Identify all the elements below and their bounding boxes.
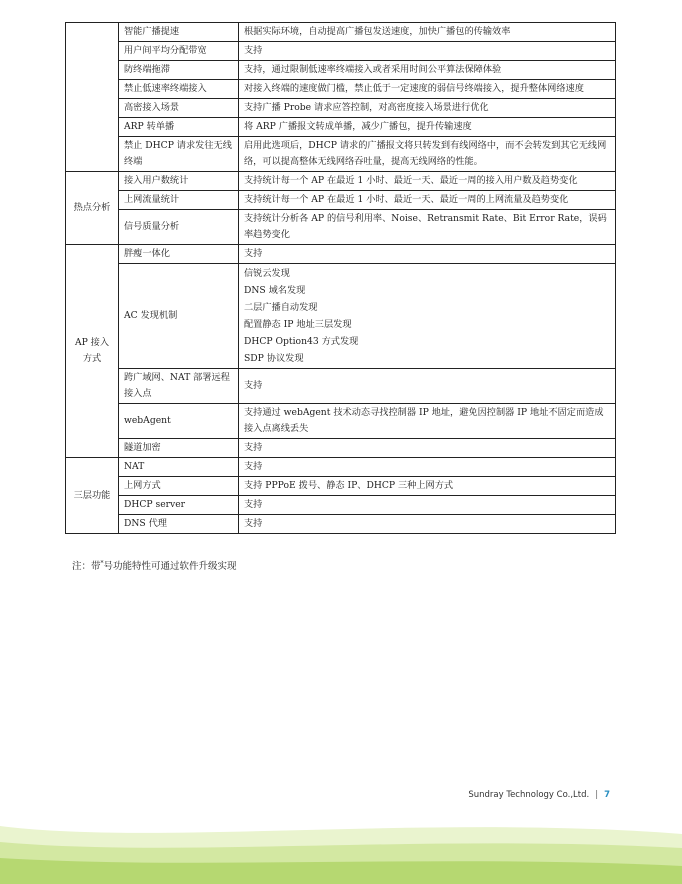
table-row [66,496,616,515]
table-row [66,99,616,118]
desc-cell: 启用此选项后，DHCP 请求的广播报文将只转发到有线网络中，而不会转发到其它无线网络，可以提高整体无线网络吞吐量，提高无线网络的性能。 [239,137,616,172]
feature-cell: DNS 代理 [119,515,239,534]
desc-cell: 将 ARP 广播报文转成单播，减少广播包，提升传输速度 [239,118,616,137]
desc-cell: 根据实际环境，自动提高广播包发送速度，加快广播包的传输效率 [239,23,616,42]
table-row [66,191,616,210]
list-item: DHCP Option43 方式发现 [244,336,359,347]
feature-cell: 信号质量分析 [119,210,239,245]
page-number: 7 [604,790,610,800]
desc-cell: 支持，通过限制低速率终端接入或者采用时间公平算法保障体验 [239,61,616,80]
desc-cell: 支持统计每一个 AP 在最近 1 小时、最近一天、最近一周的上网流量及趋势变化 [239,191,616,210]
desc-cell: 支持 PPPoE 拨号、静态 IP、DHCP 三种上网方式 [239,477,616,496]
desc-cell: 支持统计分析各 AP 的信号利用率、Noise、Retransmit Rate、Bit Error Rate，误码率趋势变化 [239,210,616,245]
desc-cell: 支持 [239,42,616,61]
desc-cell: 支持统计每一个 AP 在最近 1 小时、最近一天、最近一周的接入用户数及趋势变化 [239,172,616,191]
feature-cell: DHCP server [119,496,239,515]
feature-cell: 用户间平均分配带宽 [119,42,239,61]
list-item: DNS 域名发现 [244,285,306,296]
feature-cell: 接入用户数统计 [119,172,239,191]
table-row [66,23,616,42]
feature-cell: 高密接入场景 [119,99,239,118]
table-row [66,477,616,496]
category-cell-continued [66,23,119,172]
company-name: Sundray Technology Co.,Ltd. [468,790,590,800]
table-row [66,137,616,172]
table-row [66,118,616,137]
table-row [66,61,616,80]
table-row [66,458,616,477]
feature-cell: 智能广播提速 [119,23,239,42]
footer-separator: | [595,790,599,800]
list-item: 二层广播自动发现 [244,302,318,313]
desc-cell: 支持 [239,369,616,404]
feature-cell: AC 发现机制 [119,264,239,369]
table-row [66,515,616,534]
asterisk-mark: * [100,559,104,567]
table-row [66,42,616,61]
footer-wave-decoration [0,812,682,884]
table-row [66,172,616,191]
feature-cell: ARP 转单播 [119,118,239,137]
feature-cell: 禁止低速率终端接入 [119,80,239,99]
desc-cell: 支持通过 webAgent 技术动态寻找控制器 IP 地址，避免因控制器 IP 地址不固定而造成接入点离线丢失 [239,404,616,439]
list-item: SDP 协议发现 [244,353,304,364]
desc-cell: 支持 [239,439,616,458]
desc-cell: 对接入终端的速度做门槛，禁止低于一定速度的弱信号终端接入，提升整体网络速度 [239,80,616,99]
feature-cell: NAT [119,458,239,477]
ac-discovery-list [239,264,616,369]
table-row [66,80,616,99]
category-cell-ap-access: AP 接入方式 [66,245,119,458]
table-row [66,369,616,404]
table-row [66,404,616,439]
list-item: 配置静态 IP 地址三层发现 [244,319,352,330]
feature-cell: webAgent [119,404,239,439]
table-row [66,245,616,264]
table-row [66,439,616,458]
desc-cell: 支持 [239,496,616,515]
table-row [66,210,616,245]
feature-cell: 上网方式 [119,477,239,496]
list-item: 信锐云发现 [244,268,290,279]
footnote: 注：带*号功能特性可通过软件升级实现 [72,559,237,572]
desc-cell: 支持 [239,458,616,477]
page-footer [468,790,610,800]
feature-cell: 胖瘦一体化 [119,245,239,264]
category-cell-layer3: 三层功能 [66,458,119,534]
table-row [66,264,616,369]
feature-cell: 防终端拖滞 [119,61,239,80]
category-cell-hotspot: 热点分析 [66,172,119,245]
feature-cell: 隧道加密 [119,439,239,458]
feature-cell: 跨广域网、NAT 部署远程接入点 [119,369,239,404]
feature-cell: 上网流量统计 [119,191,239,210]
spec-table [65,22,616,534]
desc-cell: 支持 [239,245,616,264]
feature-cell: 禁止 DHCP 请求发往无线终端 [119,137,239,172]
desc-cell: 支持广播 Probe 请求应答控制，对高密度接入场景进行优化 [239,99,616,118]
desc-cell: 支持 [239,515,616,534]
